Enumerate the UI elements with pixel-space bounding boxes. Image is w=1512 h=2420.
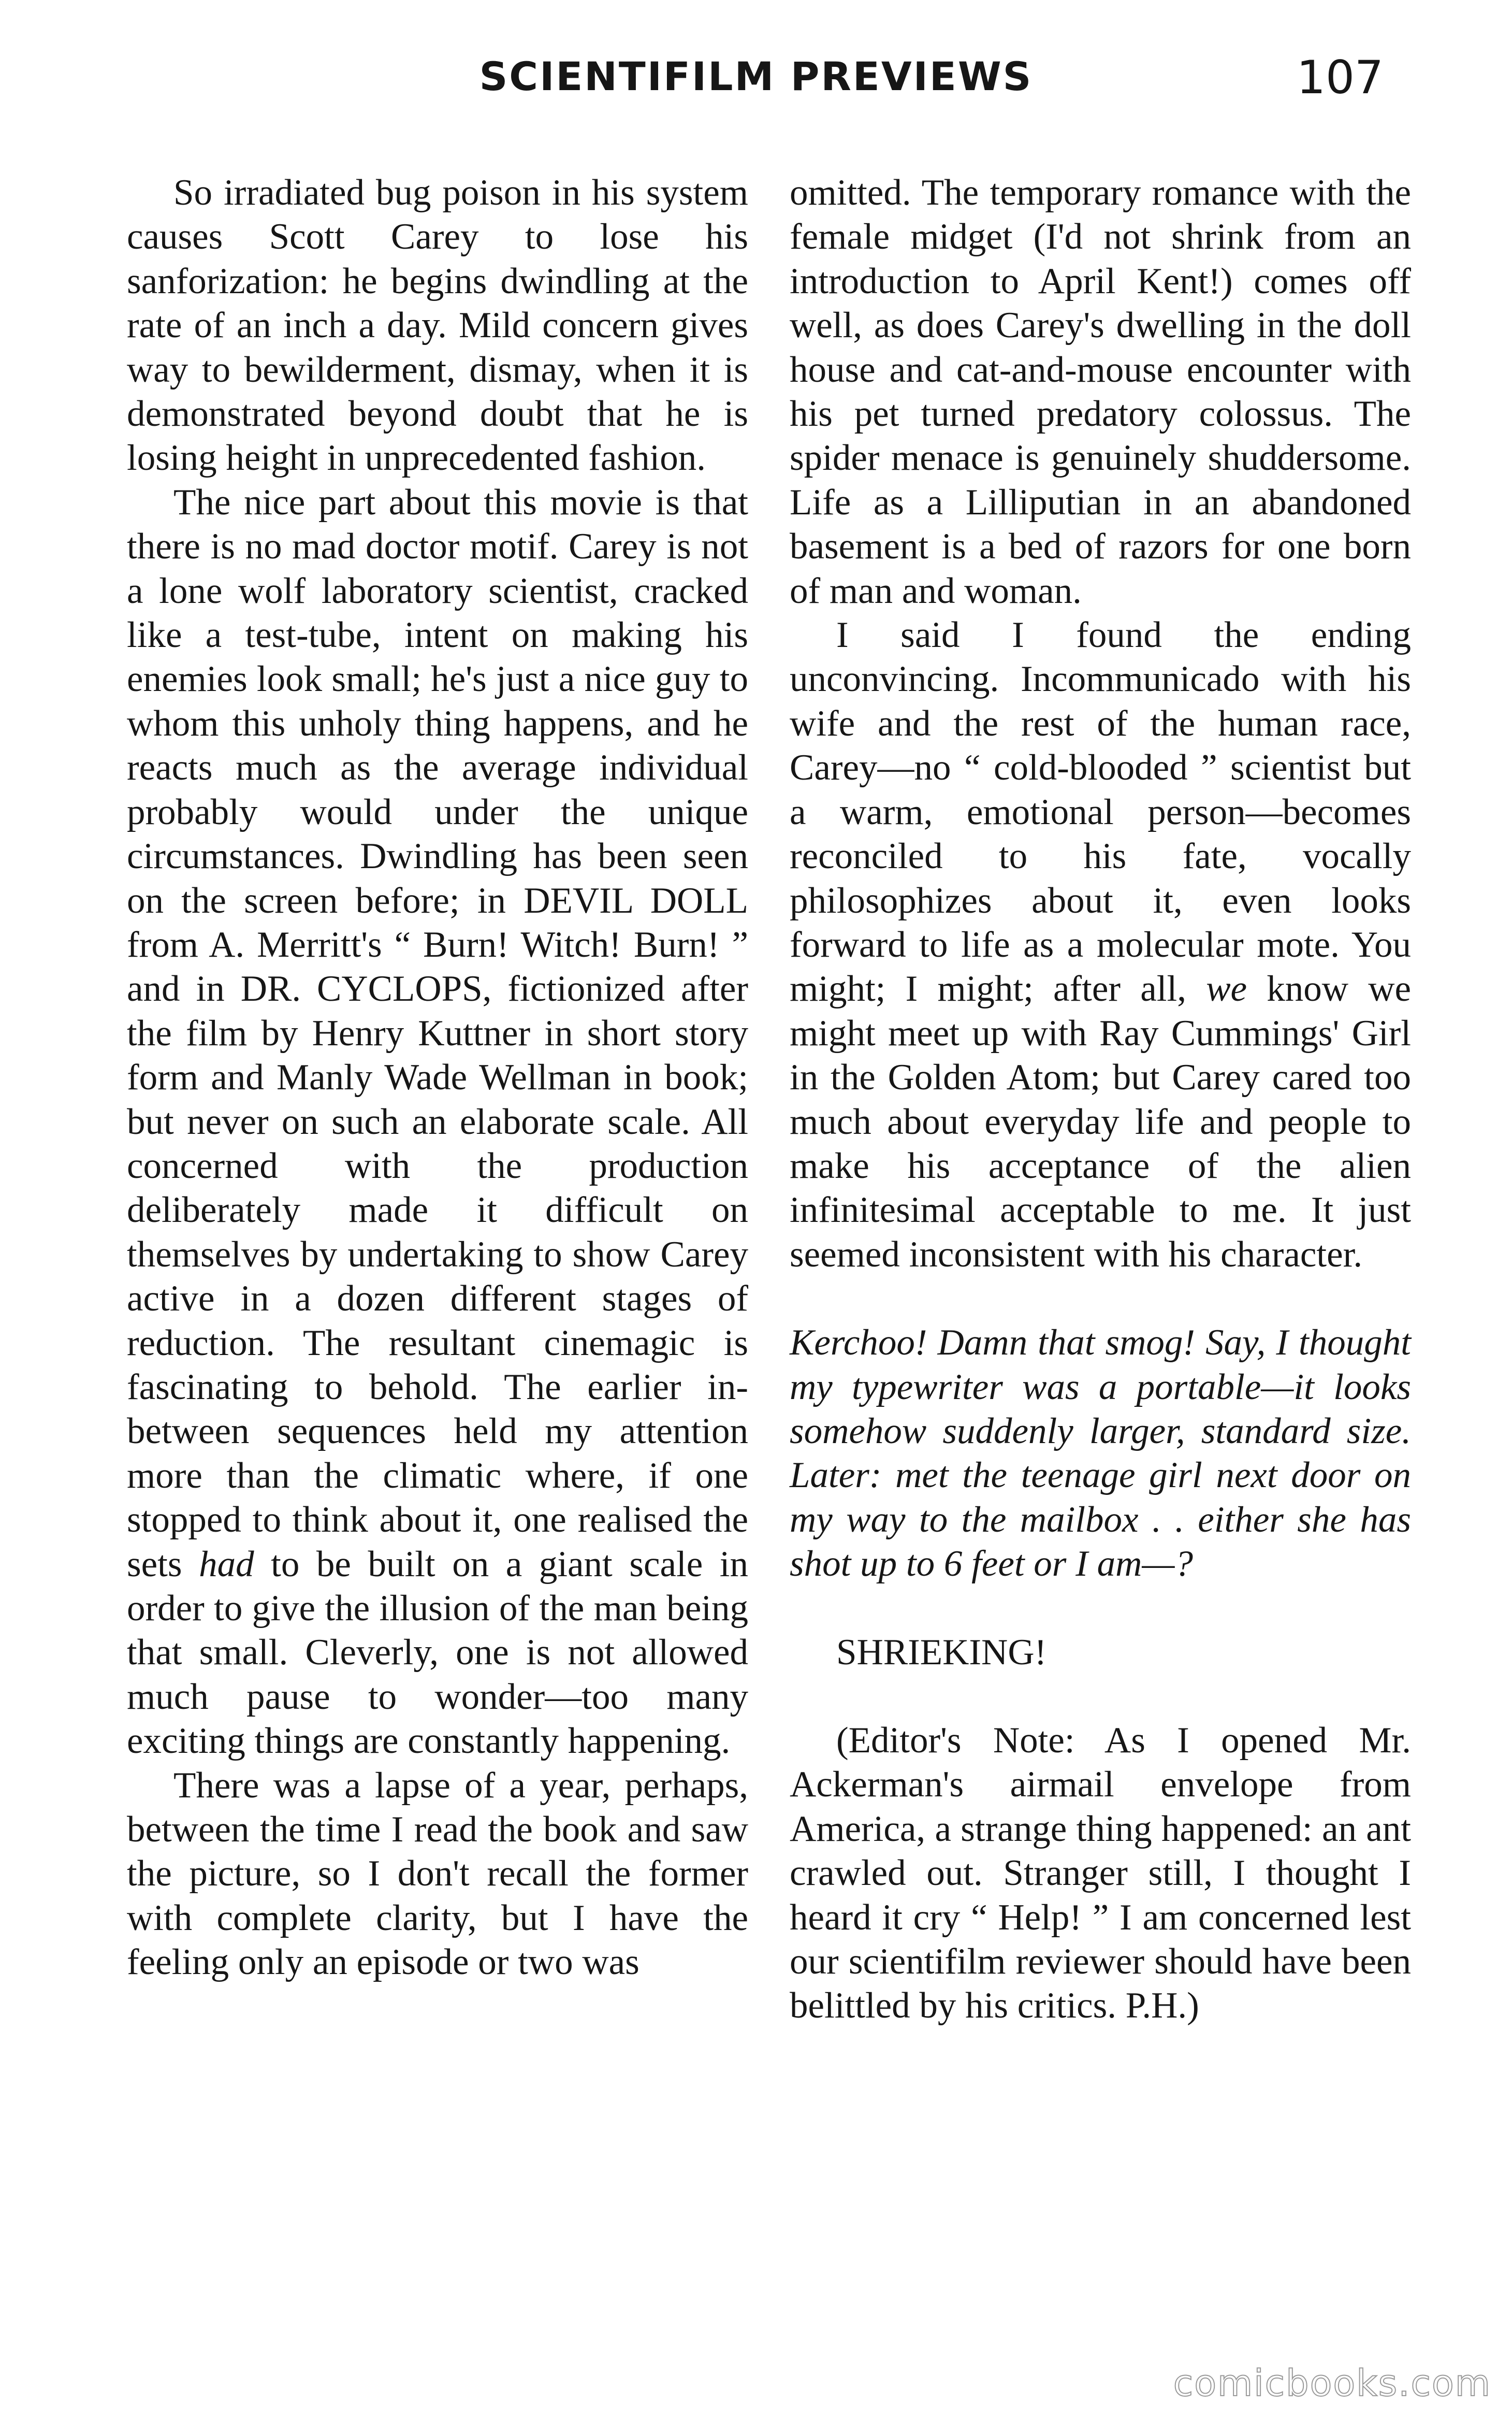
paragraph bbox=[127, 481, 748, 1764]
emphasis: had bbox=[199, 1544, 254, 1584]
paragraph: So irradiated bug poison in his system causes Scott Carey to lose his sanforization: he begins dwindling at the rate of an inch a day. Mild concern gives way to bewilderment, dismay, when it is demonstrated beyond doubt that he is losing height in unprecedented fashion. bbox=[127, 172, 748, 479]
paragraph bbox=[790, 613, 1411, 1277]
emphasis: we bbox=[1206, 969, 1247, 1010]
italic-aside: Kerchoo! Damn that smog! Say, I thought my typewriter was a portable—it looks somehow suddenly larger, standard size. Later: met the teenage girl next door on my way to the mailbox . . either she has shot up to 6 feet or I am—? bbox=[790, 1322, 1411, 1584]
paragraph-text: to be built on a giant scale in order to give the illusion of the man being that small. Cleverly, one is not allowed much pause to wonder—too many exciting things are constantly happening. bbox=[127, 1544, 749, 1762]
shout-line: SHRIEKING! bbox=[836, 1632, 1047, 1673]
paragraph: There was a lapse of a year, perhaps, between the time I read the book and saw the picture, so I don't recall the former with complete clarity, but I have the feeling only an episode or two was bbox=[127, 1765, 748, 1983]
right-column bbox=[790, 171, 1411, 2028]
paragraph-text: The nice part about this movie is that there is no mad doctor motif. Carey is not a lone wolf laboratory scientist, cracked like a test-tube, intent on making his enemies look small; he's just a nice guy to whom this unholy thing happens, and he reacts much as the average individual probably would under the unique circumstances. Dwindling has been seen on the screen before; in DEVIL DOLL from A. Merritt's “ Burn! Witch! Burn! ” and in DR. CYCLOPS, fictionized after the film by Henry Kuttner in short story form and Manly Wade Wellman in book; but never on such an elaborate scale. All concerned with the production deliberately made it difficult on themselves by undertaking to show Carey active in a dozen different stages of reduction. The resultant cinemagic is fascinating to behold. The earlier in-between sequences held my attention more than the climatic where, if one stopped to think about it, one realised the sets bbox=[127, 482, 748, 1584]
source-watermark: comicbooks.com bbox=[1173, 2362, 1491, 2404]
paragraph: omitted. The temporary romance with the female midget (I'd not shrink from an introduction to April Kent!) comes off well, as does Carey's dwelling in the doll house and cat-and-mouse encounter with his pet turned predatory colossus. The spider menace is genuinely shuddersome. Life as a Lilliputian in an abandoned basement is a bed of razors for one born of man and woman. bbox=[790, 172, 1411, 611]
page-number: 107 bbox=[1297, 51, 1384, 104]
paragraph-text: I said I found the ending unconvincing. Incommunicado with his wife and the rest of the human race, Carey—no “ cold-blooded ” scientist but a warm, emotional person—becomes reconciled to his fate, vocally philosophizes about it, even looks forward to life as a molecular mote. You might; I might; after all, bbox=[790, 615, 1411, 1010]
left-column bbox=[127, 171, 748, 1985]
running-header: SCIENTIFILM PREVIEWS bbox=[479, 53, 1033, 99]
paragraph-text: know we might meet up with Ray Cummings' Girl in the Golden Atom; but Carey cared too much about everyday life and people to make his acceptance of the alien infinitesimal acceptable to me. It just seemed inconsistent with his character. bbox=[790, 969, 1412, 1275]
editors-note: (Editor's Note: As I opened Mr. Ackerman's airmail envelope from America, a strange thing happened: an ant crawled out. Stranger still, I thought I heard it cry “ Help! ” I am concerned lest our scientifilm reviewer should have been belittled by his critics. P.H.) bbox=[790, 1720, 1411, 2026]
